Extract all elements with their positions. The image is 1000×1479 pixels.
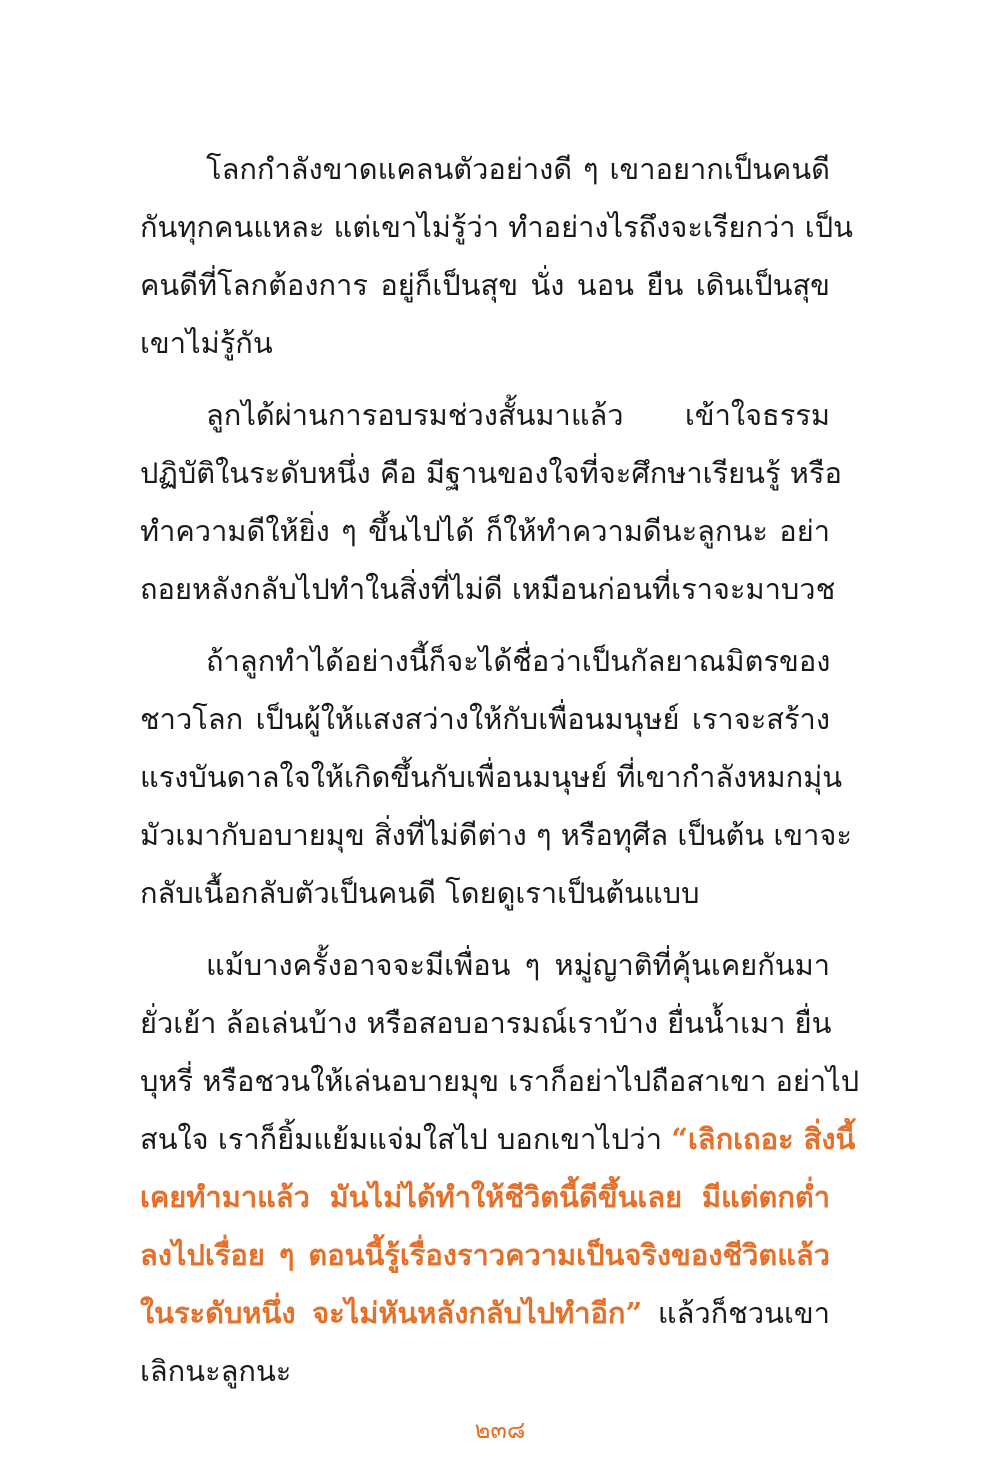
text-line: โลกกำลังขาดแคลนตัวอย่างดี ๆ เขาอยากเป็นคนดี	[206, 152, 830, 186]
text-line: ลูกได้ผ่านการอบรมช่วงสั้นมาแล้ว เข้าใจธรรม	[206, 398, 830, 432]
highlighted-quote: เคยทำมาแล้ว มันไม่ได้ทำให้ชีวิตนี้ดีขึ้นเลย มีแต่ตกต่ำ	[140, 1180, 830, 1214]
text-line: กลับเนื้อกลับตัวเป็นคนดี โดยดูเราเป็นต้นแบบ	[140, 876, 700, 910]
text-line: กันทุกคนแหละ แต่เขาไม่รู้ว่า ทำอย่างไรถึงจะเรียกว่า เป็น	[140, 210, 853, 244]
text-line: ทำความดีให้ยิ่ง ๆ ขึ้นไปได้ ก็ให้ทำความดีนะลูกนะ อย่า	[140, 514, 830, 548]
highlighted-quote: “เลิกเถอะ สิ่งนี้	[671, 1122, 856, 1156]
paragraph-1	[140, 140, 853, 372]
paragraph-2	[140, 386, 842, 618]
text-line: มัวเมากับอบายมุข สิ่งที่ไม่ดีต่าง ๆ หรือทุศีล เป็นต้น เขาจะ	[140, 818, 852, 852]
text-line: แรงบันดาลใจให้เกิดขึ้นกับเพื่อนมนุษย์ ที่เขากำลังหมกมุ่น	[140, 760, 843, 794]
text-line	[140, 1284, 830, 1342]
text-line: เขาไม่รู้กัน	[140, 326, 273, 360]
paragraph-4	[140, 936, 860, 1400]
text-line	[140, 1110, 856, 1168]
text-line: บุหรี่ หรือชวนให้เล่นอบายมุข เราก็อย่าไปถือสาเขา อย่าไป	[140, 1064, 860, 1098]
paragraph-3	[140, 632, 852, 922]
text-line: ชาวโลก เป็นผู้ให้แสงสว่างให้กับเพื่อนมนุษย์ เราจะสร้าง	[140, 702, 830, 736]
text-line: ถ้าลูกทำได้อย่างนี้ก็จะได้ชื่อว่าเป็นกัลยาณมิตรของ	[206, 644, 831, 678]
page-number: ๒๓๘	[474, 1416, 526, 1444]
text-line: เลิกนะลูกนะ	[140, 1354, 292, 1388]
highlighted-quote: ลงไปเรื่อย ๆ ตอนนี้รู้เรื่องราวความเป็นจริงของชีวิตแล้ว	[140, 1238, 830, 1272]
text-line: แม้บางครั้งอาจจะมีเพื่อน ๆ หมู่ญาติที่คุ้นเคยกันมา	[206, 948, 830, 982]
text-line: ถอยหลังกลับไปทำในสิ่งที่ไม่ดี เหมือนก่อนที่เราจะมาบวช	[140, 572, 836, 606]
page-body	[140, 140, 860, 1414]
text-line: คนดีที่โลกต้องการ อยู่ก็เป็นสุข นั่ง นอน ยืน เดินเป็นสุข	[140, 268, 830, 302]
text-line: ยั่วเย้า ล้อเล่นบ้าง หรือสอบอารมณ์เราบ้าง ยื่นน้ำเมา ยื่น	[140, 1006, 832, 1040]
text-line: ปฏิบัติในระดับหนึ่ง คือ มีฐานของใจที่จะศึกษาเรียนรู้ หรือ	[140, 456, 842, 490]
plain-text: สนใจ เราก็ยิ้มแย้มแจ่มใสไป บอกเขาไปว่า	[140, 1122, 672, 1156]
plain-text: แล้วก็ชวนเขา	[642, 1296, 830, 1330]
highlighted-quote: ในระดับหนึ่ง จะไม่หันหลังกลับไปทำอีก”	[140, 1296, 643, 1330]
